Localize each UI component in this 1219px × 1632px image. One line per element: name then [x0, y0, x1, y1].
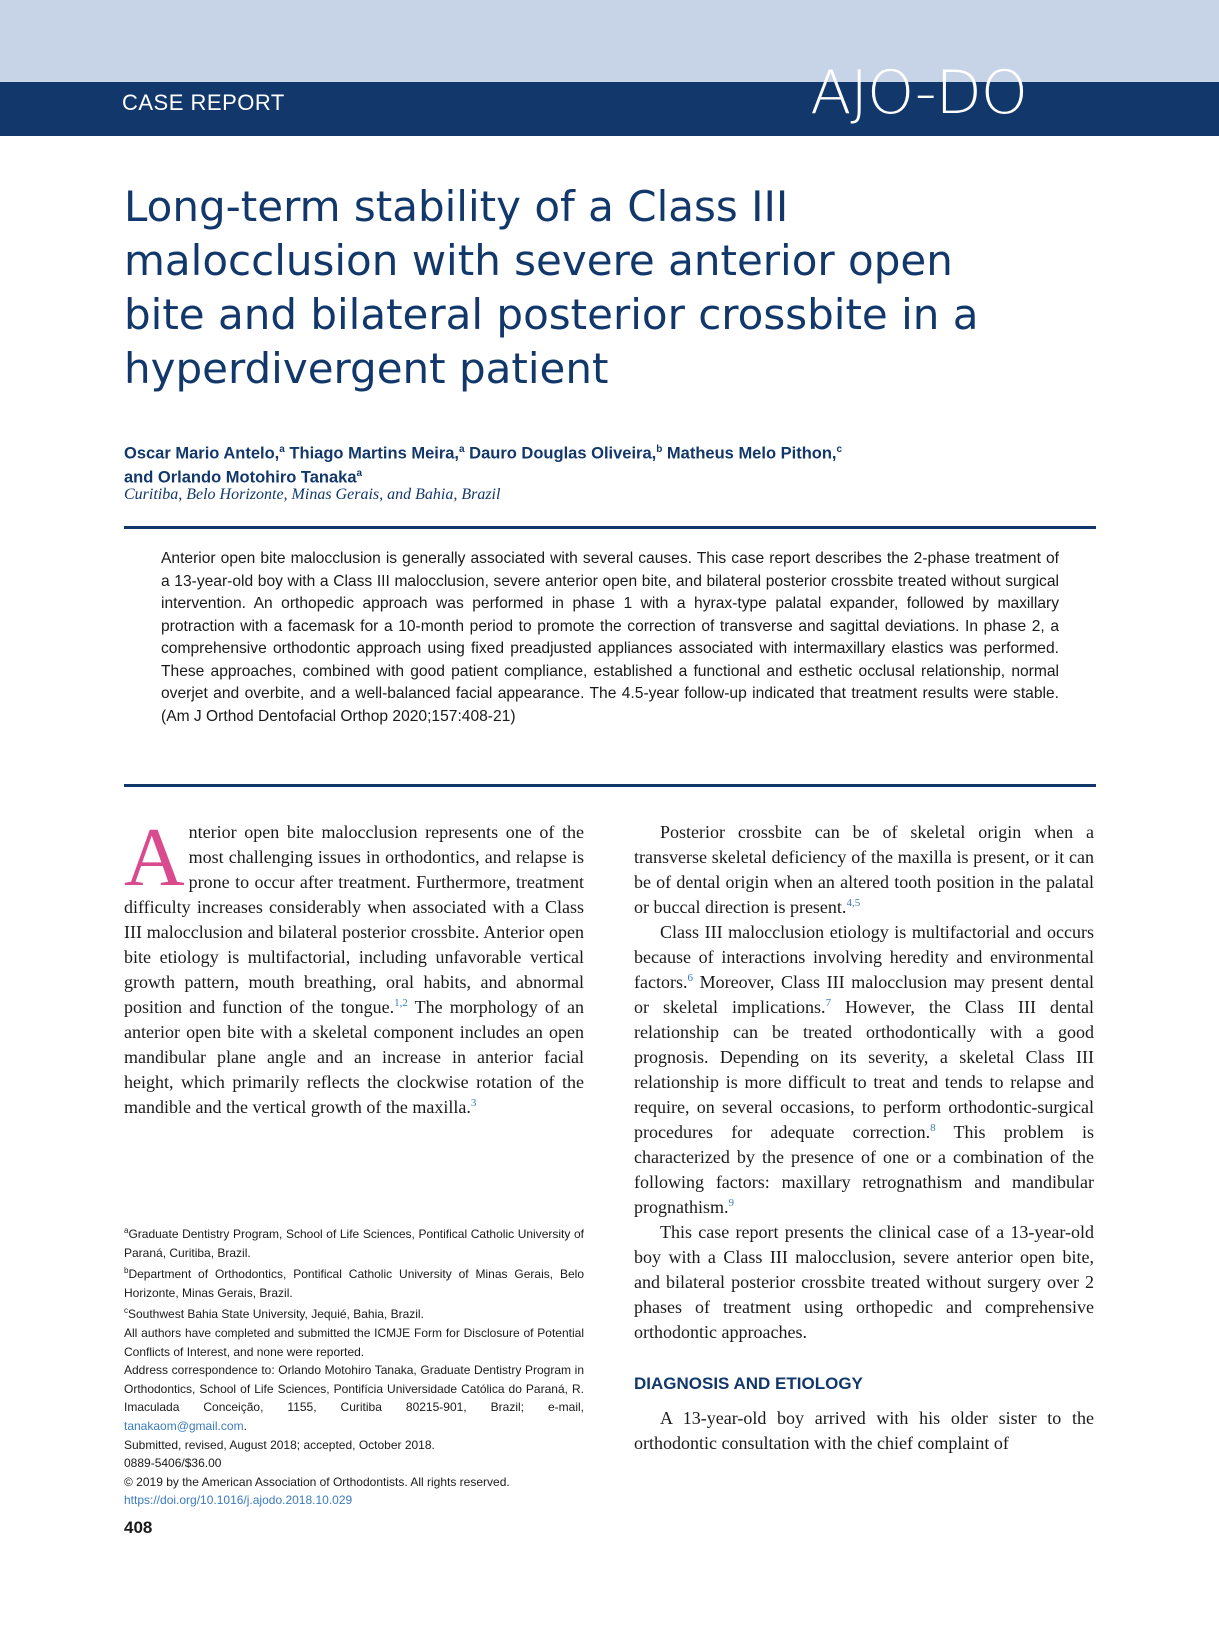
citation-link[interactable]: 8 [930, 1122, 936, 1134]
body-paragraph: This case report presents the clinical case of a 13-year-old boy with a Class III malocclusion, severe anterior open bite, and bilateral posterior crossbite treated without surgery over 2 phases of treatment using orthopedic and comprehensive orthodontic approaches. [634, 1222, 1094, 1342]
footnote-affiliation-b [124, 1262, 584, 1302]
footnote-doi [124, 1491, 584, 1510]
right-column [634, 820, 1094, 1456]
abstract-bottom-rule [124, 784, 1096, 787]
paragraph-text: nterior open bite malocclusion represents one of the most challenging issues in orthodontics, and relapse is prone to occur after treatment. Furthermore, treatment difficulty increases considerably when associated with a Class III malocclusion and bilateral posterior crossbite. Anterior open bite etiology is multifactorial, including unfavorable vertical growth pattern, mouth breathing, oral habits, and abnormal position and function of the tongue. [124, 822, 584, 1017]
footnote-address [124, 1361, 584, 1435]
page-number: 408 [124, 1518, 153, 1537]
abstract: Anterior open bite malocclusion is generally associated with several causes. This case report describes the 2-phase treatment of a 13-year-old boy with a Class III malocclusion, severe anterior open bite, and bilateral posterior crossbite treated without surgical intervention. An orthopedic approach was performed in phase 1 with a hyrax-type palatal expander, followed by maxillary protraction with a facemask for a 10-month period to promote the correction of transverse and sagittal deviations. In phase 2, a comprehensive orthodontic approach using fixed preadjusted appliances associated with intermaxillary elastics was performed. These approaches, combined with good patient compliance, established a functional and esthetic occlusal relationship, normal overjet and overbite, and a well-balanced facial appearance. The 4.5-year follow-up indicated that treatment results were stable. (Am J Orthod Dentofacial Orthop 2020;157:408-21) [161, 550, 1059, 725]
top-color-band [0, 0, 1219, 82]
author-name: Matheus Melo Pithon, [662, 444, 837, 463]
paragraph-text: Class III malocclusion etiology is multifactorial and occurs because of interactions involving heredity and environmental factors. [634, 922, 1094, 992]
footnote-submitted: Submitted, revised, August 2018; accepted, October 2018. [124, 1437, 435, 1452]
footnote-text: . [243, 1418, 247, 1433]
paragraph-text: The morphology of an anterior open bite with a skeletal component includes an open mandibular plane angle and an increase in anterior facial height, which primarily reflects the clockwise rotation of the mandible and the vertical growth of the maxilla. [124, 997, 584, 1117]
footnote-affiliation-a [124, 1222, 584, 1262]
section-heading-diagnosis: DIAGNOSIS AND ETIOLOGY [634, 1374, 863, 1393]
doi-link[interactable]: https://doi.org/10.1016/j.ajodo.2018.10.029 [124, 1493, 353, 1508]
author-affil-mark: a [459, 444, 465, 455]
paragraph-text: This problem is characterized by the presence of one or a combination of the following factors: maxillary retrognathism and mandibular prognathism. [634, 1122, 1094, 1217]
footnote-text: Southwest Bahia State University, Jequié, Bahia, Brazil. [128, 1307, 424, 1322]
body-paragraph [634, 820, 1094, 920]
paragraph-text: However, the Class III dental relationship can be treated orthodontically with a good prognosis. Depending on its severity, a skeletal Class III relationship is more difficult to treat and tends to relapse and require, on several occasions, to perform orthodontic-surgical procedures for adequate correction. [634, 997, 1094, 1142]
citation-link[interactable]: 1,2 [394, 997, 408, 1009]
author-affil-mark: a [356, 467, 363, 479]
footnote-mark: a [124, 1226, 129, 1235]
paragraph-text: Moreover, Class III malocclusion may present dental or skeletal implications. [634, 972, 1094, 1017]
footnote-affiliation-c [124, 1302, 584, 1324]
body-paragraph: A 13-year-old boy arrived with his older sister to the orthodontic consultation with the chief complaint of [634, 1408, 1094, 1453]
citation-link[interactable]: 7 [825, 997, 832, 1009]
author-affil-mark: a [279, 444, 285, 455]
citation-link[interactable]: 6 [687, 972, 693, 984]
footnote-copyright: © 2019 by the American Association of Orthodontists. All rights reserved. [124, 1474, 510, 1489]
author-affil-mark: b [656, 444, 663, 455]
intro-paragraph [124, 811, 584, 1120]
section-label: CASE REPORT [122, 90, 285, 115]
drop-cap: A [124, 811, 185, 904]
footnote-mark: c [124, 1306, 128, 1316]
article-title: Long-term stability of a Class III malocclusion with severe anterior open bite and bilateral posterior crossbite in a hyperdivergent patient [124, 182, 979, 393]
footnote-issn: 0889-5406/$36.00 [124, 1456, 222, 1471]
author-list [124, 440, 1084, 487]
email-link[interactable]: tanakaom@gmail.com [124, 1418, 244, 1433]
author-locations: Curitiba, Belo Horizonte, Minas Gerais, and Bahia, Brazil [124, 486, 501, 503]
author-name: Dauro Douglas Oliveira, [464, 444, 657, 463]
footnotes [124, 1222, 584, 1510]
body-paragraph [634, 920, 1094, 1220]
footnote-disclosure: All authors have completed and submitted the ICMJE Form for Disclosure of Potential Conflicts of Interest, and none were reported. [124, 1325, 584, 1359]
author-name: and Orlando Motohiro Tanaka [124, 468, 357, 486]
paragraph-text: Posterior crossbite can be of skeletal origin when a transverse skeletal deficiency of the maxilla is present, or it can be of dental origin when an altered tooth position in the palatal or buccal direction is present. [634, 822, 1094, 917]
abstract-top-rule [124, 526, 1096, 529]
author-affil-mark: c [836, 444, 843, 455]
left-column [124, 811, 584, 1120]
citation-link[interactable]: 3 [470, 1097, 477, 1109]
footnote-text: Address correspondence to: Orlando Motohiro Tanaka, Graduate Dentistry Program in Orthodontics, School of Life Sciences, Pontifícia Universidade Católica do Paraná, R. Imaculada Conceição, 1155, Curitiba 80215-901, Brazil; e-mail, [124, 1363, 584, 1415]
footnote-text: Graduate Dentistry Program, School of Life Sciences, Pontifical Catholic University of Paraná, Curitiba, Brazil. [124, 1227, 584, 1260]
author-name: Oscar Mario Antelo, [124, 444, 280, 463]
footnote-mark: b [124, 1266, 129, 1276]
journal-logo: AJO-DO [810, 58, 1027, 128]
citation-link[interactable]: 4,5 [846, 897, 861, 909]
footnote-text: Department of Orthodontics, Pontifical Catholic University of Minas Gerais, Belo Horizonte, Minas Gerais, Brazil. [124, 1267, 584, 1300]
author-name: Thiago Martins Meira, [284, 444, 460, 463]
citation-link[interactable]: 9 [728, 1197, 734, 1209]
